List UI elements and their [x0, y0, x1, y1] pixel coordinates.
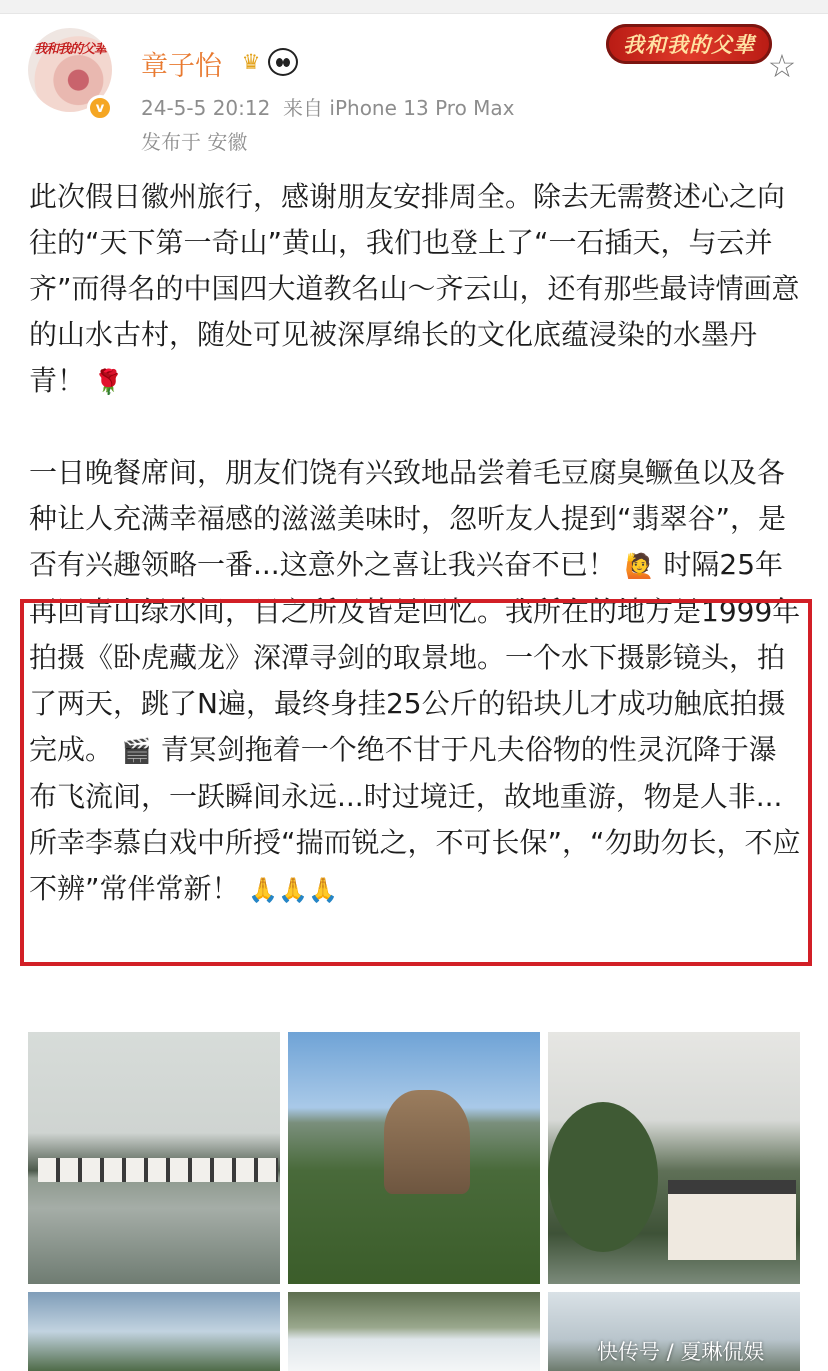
username[interactable]: 章子怡 [141, 51, 222, 82]
photo-tree [548, 1102, 658, 1252]
paragraph-1-text: 此次假日徽州旅行，感谢朋友安排周全。除去无需赘述心之向往的“天下第一奇山”黄山，我们也登上了“一石插天，与云并齐”而得名的中国四大道教名山～齐云山，还有那些最诗情画意的山水古村，随处可见被深厚绵长的文化底蕴浸染的水墨丹青！ [29, 180, 800, 397]
photo-mountain-rock[interactable] [288, 1032, 540, 1284]
paragraph-2-text-c: 青冥剑拖着一个绝不甘于凡夫俗物的性灵沉降于瀑布飞流间，一跃瞬间永远...时过境迁，故地重游，物是人非...所幸李慕白戏中所授“揣而锐之，不可长保”，“勿助勿长，不应不辨”常伴常新！ [29, 733, 801, 905]
verified-badge-icon: v [87, 95, 113, 121]
photo-pine-sky[interactable] [28, 1292, 280, 1371]
post-location: 发布于 安徽 [141, 130, 248, 154]
photo-waterfall[interactable] [288, 1292, 540, 1371]
paragraph-2-text-b: 时隔25年再回青山绿水间，目之所及皆是回忆。我所在的地方是1999年拍摄《卧虎藏龙》深潭寻剑的取景地。一个水下摄影镜头，拍了两天，跳了N遍，最终身挂25公斤的铅块儿才成功触底拍摄完成。 [29, 548, 801, 766]
praying-hands-icon: 🙏🙏🙏 [248, 876, 339, 904]
brand-banner: 我和我的父辈 [606, 24, 772, 64]
photo-village-trees[interactable] [548, 1032, 800, 1284]
paragraph-2-text-a: 一日晚餐席间，朋友们饶有兴致地品尝着毛豆腐臭鳜鱼以及各种让人充满幸福感的滋滋美味时，忽听友人提到“翡翠谷”，是否有兴趣领略一番...这意外之喜让我兴奋不已！ [29, 456, 787, 581]
top-divider [0, 0, 828, 14]
photo-house [668, 1180, 796, 1260]
watermark-text: 快传号 / 夏琳侃娱 [597, 1340, 765, 1364]
photo-village-houses [38, 1158, 278, 1182]
photo-rock-peak [384, 1090, 470, 1194]
photo-village-lake[interactable] [28, 1032, 280, 1284]
star-outline-icon[interactable]: ☆ [767, 47, 797, 85]
panda-icon [268, 48, 298, 76]
post-paragraph-2 [29, 450, 804, 913]
avatar-logo-text: 我和我的父辈 [33, 42, 106, 57]
post-timestamp: 24-5-5 20:12 [141, 96, 271, 120]
rose-icon: 🌹 [93, 368, 124, 396]
crown-icon: ♛ [241, 50, 261, 74]
post-source: 来自 iPhone 13 Pro Max [283, 96, 515, 120]
raising-hand-icon: 🙋 [624, 552, 655, 580]
clapper-board-icon: 🎬 [121, 737, 152, 765]
post-meta [141, 92, 515, 121]
post-paragraph-1 [29, 174, 804, 405]
